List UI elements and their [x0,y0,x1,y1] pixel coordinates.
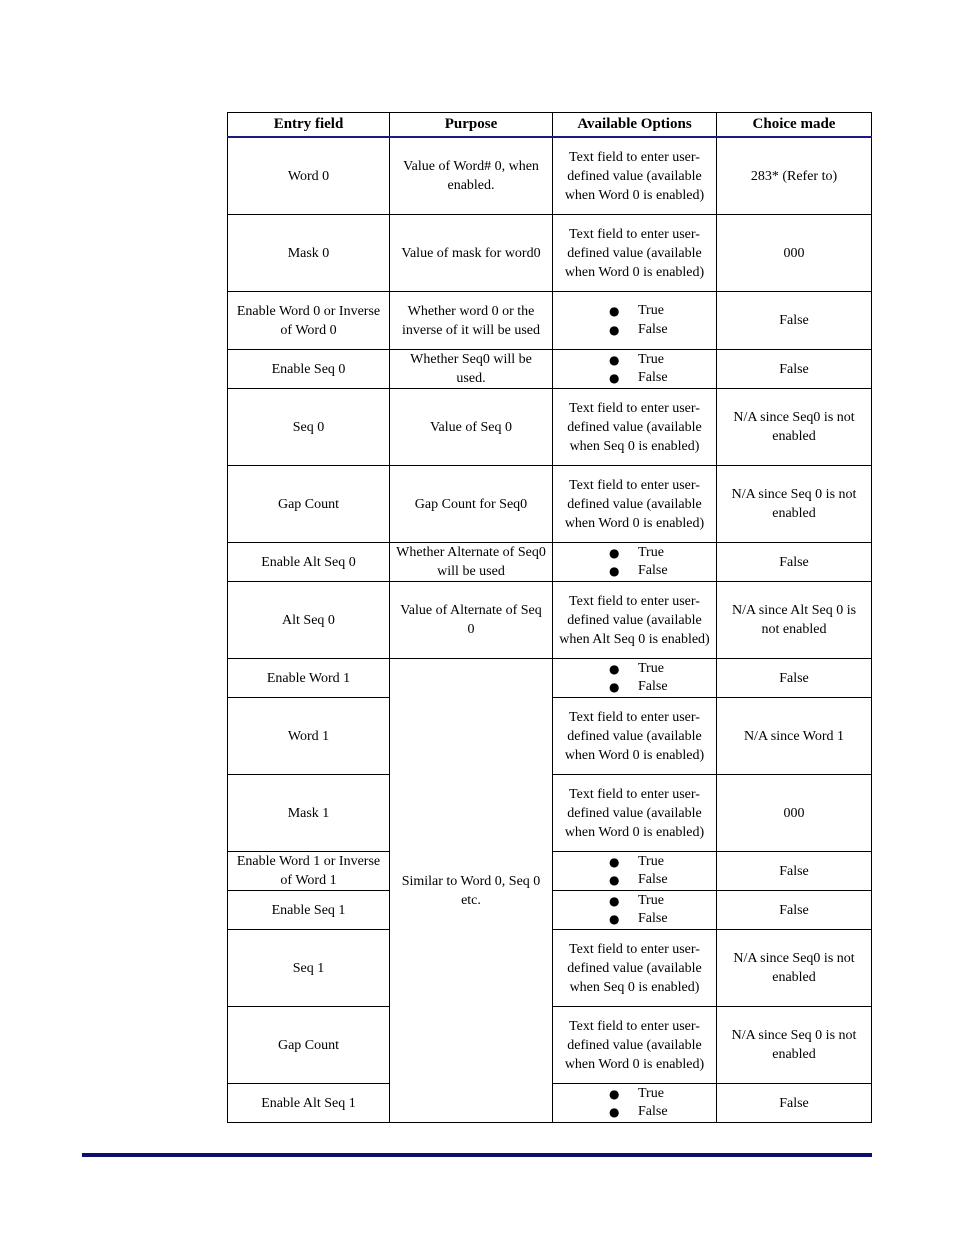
choice-cell: N/A since Seq0 is not enabled [717,389,872,466]
header-available-options: Available Options [553,113,717,138]
option-label: True [638,1085,664,1101]
table-row [228,582,872,659]
options-cell [553,891,717,930]
option-item [559,369,710,388]
table-header [228,113,872,138]
option-label: False [638,321,668,337]
entry-cell: Gap Count [228,466,390,543]
entry-cell: Enable Word 0 or Inverse of Word 0 [228,292,390,350]
entry-cell: Mask 0 [228,215,390,292]
bullet-icon: ● [609,545,620,560]
bullet-icon: ● [609,893,620,908]
option-item [559,660,710,679]
entry-cell: Mask 1 [228,775,390,852]
purpose-cell: Value of Alternate of Seq 0 [390,582,553,659]
bullet-icon: ● [609,304,620,318]
choice-cell: False [717,543,872,582]
entry-cell: Enable Seq 1 [228,891,390,930]
options-cell [553,350,717,389]
options-cell: Text field to enter user-defined value (available when Word 0 is enabled) [553,775,717,852]
options-cell: Text field to enter user-defined value (available when Word 0 is enabled) [553,215,717,292]
option-label: True [638,660,664,676]
options-cell: Text field to enter user-defined value (available when Seq 0 is enabled) [553,389,717,466]
purpose-cell: Value of mask for word0 [390,215,553,292]
choice-cell: N/A since Seq 0 is not enabled [717,466,872,543]
options-cell: Text field to enter user-defined value (available when Alt Seq 0 is enabled) [553,582,717,659]
options-cell: Text field to enter user-defined value (available when Word 0 is enabled) [553,137,717,215]
table-row [228,350,872,389]
table-row [228,543,872,582]
choice-cell: False [717,659,872,698]
header-choice-made: Choice made [717,113,872,138]
bullet-icon: ● [609,322,620,337]
choice-cell: False [717,852,872,891]
options-cell: Text field to enter user-defined value (available when Word 0 is enabled) [553,466,717,543]
entry-cell: Enable Word 1 [228,659,390,698]
bullet-icon: ● [609,873,620,887]
entry-cell: Seq 0 [228,389,390,466]
entry-cell: Word 1 [228,698,390,775]
choice-cell: N/A since Alt Seq 0 is not enabled [717,582,872,659]
choice-cell: N/A since Word 1 [717,698,872,775]
purpose-cell: Whether Alternate of Seq0 will be used [390,543,553,582]
choice-cell: 000 [717,215,872,292]
option-item [559,910,710,929]
bullet-icon: ● [609,854,620,869]
table-row [228,659,872,698]
options-cell: Text field to enter user-defined value (available when Word 0 is enabled) [553,1007,717,1084]
option-label: False [638,679,668,694]
table-row [228,389,872,466]
choice-cell: N/A since Seq0 is not enabled [717,930,872,1007]
bullet-icon: ● [609,1086,620,1101]
choice-cell: False [717,350,872,389]
options-list [559,660,710,697]
option-item [559,544,710,563]
option-label: True [638,853,664,869]
entry-cell: Enable Alt Seq 1 [228,1084,390,1123]
table-row [228,466,872,543]
merged-purpose-cell: Similar to Word 0, Seq 0 etc. [390,659,553,1123]
options-list [559,351,710,388]
choice-cell: 000 [717,775,872,852]
entry-cell: Gap Count [228,1007,390,1084]
table-row [228,215,872,292]
option-item [559,1103,710,1122]
header-entry-field: Entry field [228,113,390,138]
option-label: True [638,544,664,560]
options-list [559,302,710,339]
option-item [559,321,710,340]
entry-cell: Seq 1 [228,930,390,1007]
options-cell [553,1084,717,1123]
entry-cell: Word 0 [228,137,390,215]
option-label: True [638,892,664,908]
entry-cell: Alt Seq 0 [228,582,390,659]
option-item [559,871,710,890]
entry-cell: Enable Word 1 or Inverse of Word 1 [228,852,390,891]
bullet-icon: ● [609,912,620,926]
choice-cell: False [717,891,872,930]
options-list [559,853,710,890]
choice-cell: 283* (Refer to) [717,137,872,215]
option-item [559,562,710,581]
options-cell [553,852,717,891]
purpose-cell: Value of Seq 0 [390,389,553,466]
option-label: True [638,303,664,318]
options-list [559,544,710,581]
options-cell: Text field to enter user-defined value (available when Seq 0 is enabled) [553,930,717,1007]
entry-cell: Enable Alt Seq 0 [228,543,390,582]
header-row [228,113,872,138]
header-purpose: Purpose [390,113,553,138]
option-item [559,1085,710,1104]
option-item [559,678,710,697]
option-item [559,351,710,370]
option-label: False [638,370,668,385]
options-table [227,112,872,1123]
choice-cell: N/A since Seq 0 is not enabled [717,1007,872,1084]
options-cell [553,543,717,582]
bullet-icon: ● [609,564,620,578]
purpose-cell: Whether word 0 or the inverse of it will be used [390,292,553,350]
option-label: True [638,351,664,367]
table-row [228,292,872,350]
options-cell: Text field to enter user-defined value (available when Word 0 is enabled) [553,698,717,775]
bullet-icon: ● [609,1105,620,1119]
table-body [228,137,872,1123]
entry-cell: Enable Seq 0 [228,350,390,389]
option-item [559,892,710,911]
options-list [559,892,710,929]
choice-cell: False [717,1084,872,1123]
option-label: False [638,911,668,926]
purpose-cell: Whether Seq0 will be used. [390,350,553,389]
bullet-icon: ● [609,661,620,676]
purpose-cell: Value of Word# 0, when enabled. [390,137,553,215]
bullet-icon: ● [609,371,620,385]
options-cell [553,292,717,350]
choice-cell: False [717,292,872,350]
option-label: False [638,872,668,887]
options-list [559,1085,710,1122]
option-label: False [638,563,668,578]
footer-rule [82,1153,872,1157]
options-cell [553,659,717,698]
purpose-cell: Gap Count for Seq0 [390,466,553,543]
option-item [559,853,710,872]
option-item [559,302,710,321]
bullet-icon: ● [609,680,620,694]
table-row [228,137,872,215]
option-label: False [638,1104,668,1119]
bullet-icon: ● [609,352,620,367]
